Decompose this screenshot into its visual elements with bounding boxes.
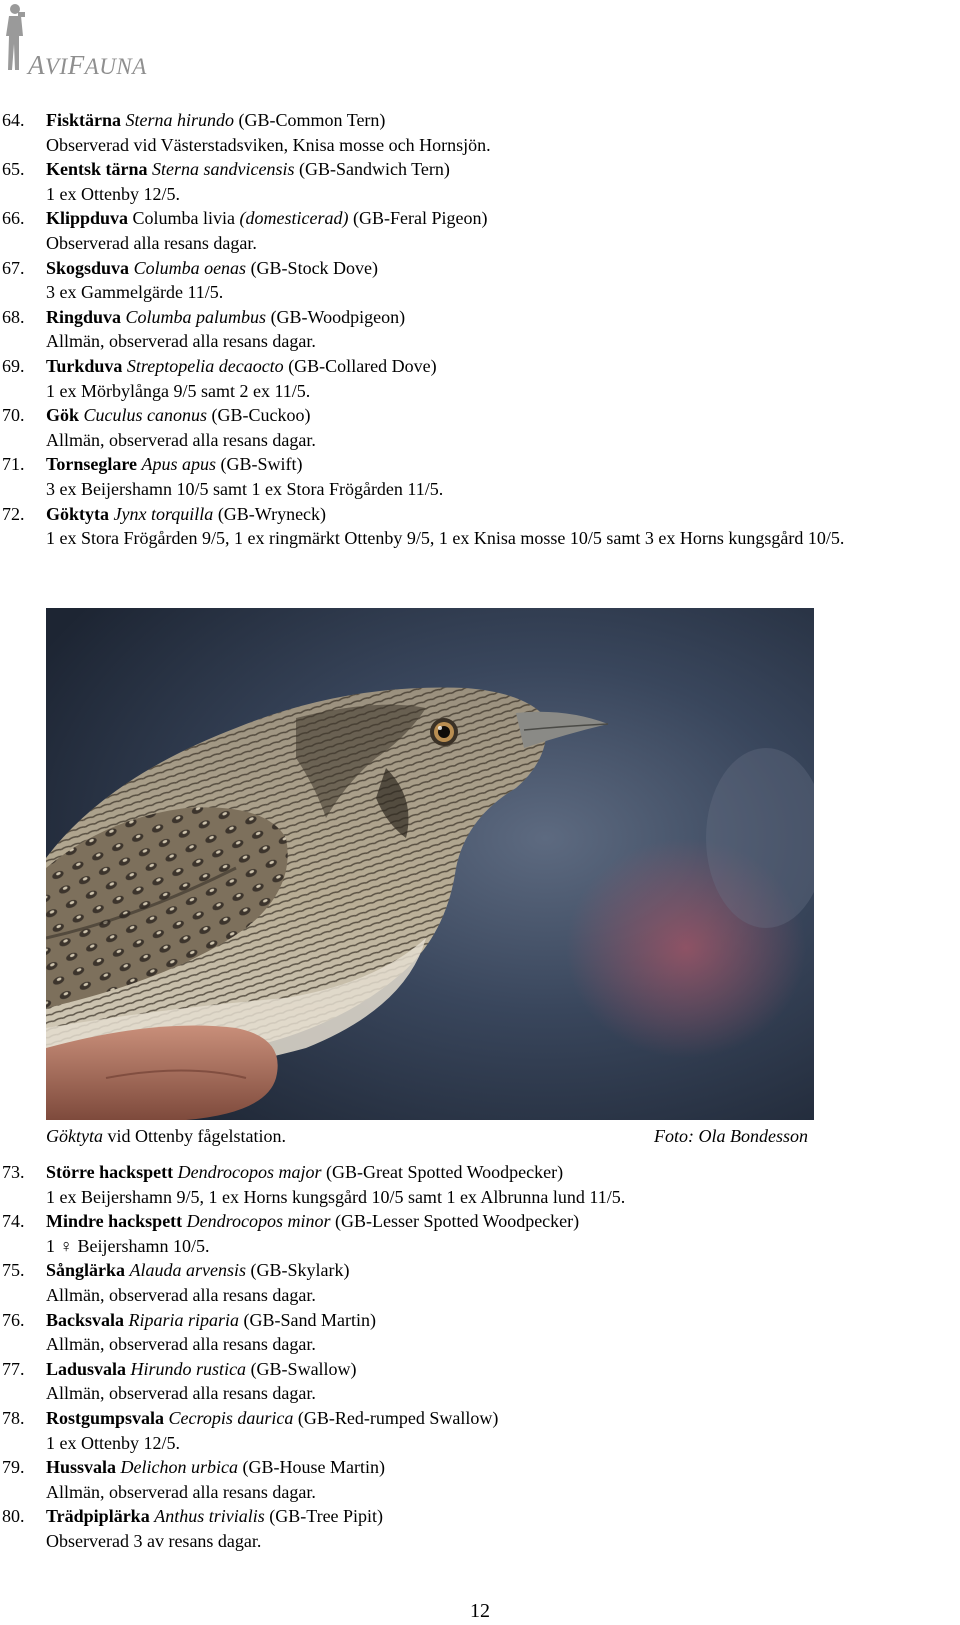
entry-title: Rostgumpsvala Cecropis daurica (GB-Red-rumped Swallow) [46,1407,499,1428]
entry-number: 70. [2,405,25,426]
entry-note: 1 ex Beijershamn 9/5, 1 ex Horns kungsgård 10/5 samt 1 ex Albrunna lund 11/5. [46,1186,626,1207]
species-list-top [0,108,946,551]
entry-note: Allmän, observerad alla resans dagar. [46,1334,316,1355]
entry-number: 72. [2,503,25,524]
entry-title: Turkduva Streptopelia decaocto (GB-Collared Dove) [46,355,437,376]
entry-note: Observerad vid Västerstadsviken, Knisa mosse och Hornsjön. [46,134,491,155]
entry-note: 1 ex Stora Frögården 9/5, 1 ex ringmärkt Ottenby 9/5, 1 ex Knisa mosse 10/5 samt 3 ex Horns kungsgård 10/5. [46,528,845,549]
entry-number: 66. [2,208,25,229]
entry-title: Backsvala Riparia riparia (GB-Sand Martin) [46,1309,377,1330]
entry-number: 76. [2,1309,25,1330]
species-entry-78 [0,1406,946,1455]
birdwatcher-icon [2,2,28,72]
caption-text: Göktyta vid Ottenby fågelstation. [46,1126,286,1146]
species-entry-67 [0,256,946,305]
species-entry-80 [0,1504,946,1553]
species-list-bottom [0,1160,946,1554]
entry-number: 64. [2,110,25,130]
wryneck-illustration [46,608,814,1120]
entry-note: Allmän, observerad alla resans dagar. [46,1284,316,1305]
species-entry-75 [0,1258,946,1307]
entry-title: Fisktärna Sterna hirundo (GB-Common Tern) [46,110,386,130]
entry-number: 73. [2,1162,25,1182]
entry-title: Ringduva Columba palumbus (GB-Woodpigeon) [46,306,406,327]
species-entry-73 [0,1160,946,1209]
entry-note: Allmän, observerad alla resans dagar. [46,1383,316,1404]
entry-number: 74. [2,1211,25,1232]
wryneck-photo [46,608,814,1120]
species-entry-72 [0,502,946,551]
entry-note: 1 ♀ Beijershamn 10/5. [46,1235,210,1256]
species-entry-76 [0,1308,946,1357]
species-entry-70 [0,403,946,452]
entry-note: 3 ex Beijershamn 10/5 samt 1 ex Stora Frögården 11/5. [46,478,444,499]
entry-number: 71. [2,454,25,475]
entry-number: 75. [2,1260,25,1281]
species-entry-71 [0,452,946,501]
entry-note: 3 ex Gammelgärde 11/5. [46,282,224,303]
entry-number: 80. [2,1506,25,1527]
entry-title: Ladusvala Hirundo rustica (GB-Swallow) [46,1358,357,1379]
entry-note: Allmän, observerad alla resans dagar. [46,1481,316,1502]
entry-title: Tornseglare Apus apus (GB-Swift) [46,454,303,475]
species-entry-65 [0,157,946,206]
entry-note: 1 ex Mörbylånga 9/5 samt 2 ex 11/5. [46,380,311,401]
photo-credit: Foto: Ola Bondesson [654,1126,808,1146]
entry-note: Allmän, observerad alla resans dagar. [46,331,316,352]
species-entry-64 [0,108,946,157]
entry-number: 78. [2,1407,25,1428]
entry-number: 65. [2,159,25,180]
species-entry-77 [0,1357,946,1406]
entry-title: Större hackspett Dendrocopos major (GB-Great Spotted Woodpecker) [46,1162,564,1182]
entry-note: 1 ex Ottenby 12/5. [46,1432,180,1453]
species-entry-68 [0,305,946,354]
entry-note: Observerad alla resans dagar. [46,232,257,253]
species-entry-69 [0,354,946,403]
entry-title: Hussvala Delichon urbica (GB-House Martin) [46,1457,385,1478]
entry-number: 77. [2,1358,25,1379]
entry-title: Skogsduva Columba oenas (GB-Stock Dove) [46,257,379,278]
entry-number: 68. [2,306,25,327]
entry-note: 1 ex Ottenby 12/5. [46,183,180,204]
logo-wordmark: AVIFAUNA [28,50,147,80]
entry-number: 79. [2,1457,25,1478]
entry-title: Sånglärka Alauda arvensis (GB-Skylark) [46,1260,350,1281]
entry-title: Trädpiplärka Anthus trivialis (GB-Tree Pipit) [46,1506,384,1527]
entry-title: Gök Cuculus canonus (GB-Cuckoo) [46,405,311,426]
entry-note: Allmän, observerad alla resans dagar. [46,429,316,450]
entry-title: Mindre hackspett Dendrocopos minor (GB-Lesser Spotted Woodpecker) [46,1211,580,1232]
avifauna-logo [0,0,190,80]
entry-title: Kentsk tärna Sterna sandvicensis (GB-Sandwich Tern) [46,159,450,180]
species-entry-79 [0,1455,946,1504]
photo-caption [46,1124,814,1148]
species-entry-74 [0,1209,946,1258]
species-entry-66 [0,206,946,255]
entry-number: 67. [2,257,25,278]
entry-title: Göktyta Jynx torquilla (GB-Wryneck) [46,503,327,524]
entry-number: 69. [2,355,25,376]
page-number: 12 [470,1600,490,1622]
entry-note: Observerad 3 av resans dagar. [46,1530,262,1551]
entry-title: Klippduva Columba livia (domesticerad) (GB-Feral Pigeon) [46,208,488,229]
